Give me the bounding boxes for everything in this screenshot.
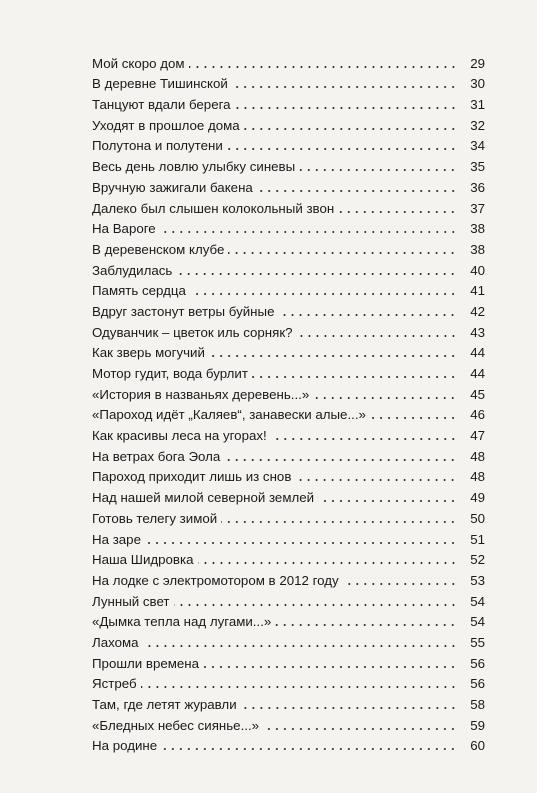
toc-entry-title: На лодке с электромотором в 2012 году [92, 572, 339, 588]
dot-leader [198, 553, 458, 565]
toc-entry-title: Прошли времена [92, 655, 200, 671]
toc-entry-page-number: 48 [470, 448, 485, 464]
toc-entry-page-number: 44 [470, 345, 485, 361]
dot-leader [227, 139, 457, 151]
dot-leader [160, 222, 457, 234]
toc-entry-title: Вдруг застонут ветры буйные [92, 303, 275, 319]
toc-entry [92, 319, 485, 340]
toc-entry-page-number: 56 [470, 655, 485, 671]
toc-entry-page-number: 55 [470, 634, 485, 650]
toc-entry [92, 174, 485, 195]
dot-leader [263, 719, 457, 731]
dot-leader [145, 533, 457, 545]
toc-entry [92, 112, 485, 133]
toc-entry [92, 526, 485, 547]
toc-entry-title: Как зверь могучий [92, 345, 205, 361]
dot-leader [318, 491, 457, 503]
dot-leader [271, 429, 457, 441]
dot-leader [295, 470, 457, 482]
toc-entry [92, 464, 485, 485]
toc-entry-page-number: 58 [470, 697, 485, 712]
toc-entry-page-number: 51 [470, 531, 485, 547]
toc-entry-title: На родине [92, 738, 158, 754]
toc-entry [92, 91, 485, 112]
toc-entry-page-number: 40 [470, 262, 485, 278]
toc-entry-title: В деревне Тишинской [92, 76, 228, 92]
toc-entry-page-number: 41 [470, 283, 485, 299]
toc-entry [92, 422, 485, 443]
toc-entry-title: Весь день ловлю улыбку синевы [92, 159, 296, 175]
toc-entry [92, 340, 485, 361]
toc-entry [92, 505, 485, 526]
toc-entry-title: Лунный свет [92, 593, 170, 609]
toc-entry [92, 671, 485, 692]
dot-leader [176, 264, 457, 276]
toc-entry-page-number: 48 [470, 469, 485, 485]
toc-entry-page-number: 34 [470, 138, 485, 154]
dot-leader [343, 574, 457, 586]
toc-entry-page-number: 59 [470, 717, 485, 733]
toc-entry-title: «Дымка тепла над лугами...» [92, 614, 272, 630]
toc-entry-title: Память сердца [92, 283, 186, 299]
dot-leader [143, 636, 457, 648]
toc-entry-title: Танцуют вдали берега [92, 97, 231, 113]
toc-entry [92, 133, 485, 154]
toc-entry [92, 443, 485, 464]
dot-leader [299, 160, 457, 172]
dot-leader [161, 739, 457, 751]
toc-entry [92, 650, 485, 671]
toc-entry [92, 712, 485, 733]
toc-entry-title: Уходят в прошлое дома [92, 117, 240, 133]
dot-leader [338, 202, 457, 214]
toc-entry-page-number: 38 [470, 221, 485, 237]
toc-entry-page-number: 50 [470, 510, 485, 526]
toc-entry [92, 195, 485, 216]
toc-entry [92, 691, 485, 712]
toc-entry-title: На Вароге [92, 221, 156, 237]
toc-entry [92, 50, 485, 71]
toc-entry [92, 360, 485, 381]
toc-entry-title: Ястреб [92, 676, 137, 692]
toc-entry-title: Далеко был слышен колокольный звон [92, 200, 335, 216]
toc-entry [92, 547, 485, 568]
toc-entry [92, 298, 485, 319]
toc-entry-page-number: 56 [470, 676, 485, 692]
dot-leader [278, 305, 457, 317]
dot-leader [241, 698, 457, 710]
toc-entry-page-number: 43 [470, 324, 485, 340]
toc-entry-page-number: 42 [470, 303, 485, 319]
toc-entry-title: «Бледных небес сиянье...» [92, 717, 260, 733]
toc-entry-title: В деревенском клубе [92, 241, 225, 257]
toc-entry-title: Наша Шидровка [92, 552, 194, 568]
dot-leader [203, 657, 457, 669]
dot-leader [275, 615, 457, 627]
dot-leader [257, 181, 457, 193]
dot-leader [370, 408, 457, 420]
toc-entry [92, 588, 485, 609]
toc-entry [92, 402, 485, 423]
toc-entry-page-number: 37 [470, 200, 485, 216]
toc-entry [92, 278, 485, 299]
toc-entry-title: «История в названьях деревень...» [92, 386, 310, 402]
toc-entry-page-number: 45 [470, 386, 485, 402]
toc-entry-page-number: 35 [470, 159, 485, 175]
toc-entry-page-number: 44 [470, 366, 485, 381]
toc-entry-title: Там, где летят журавли [92, 697, 237, 712]
dot-leader [228, 243, 457, 255]
dot-leader [174, 595, 458, 607]
toc-entry-title: Полутона и полутени [92, 138, 223, 154]
dot-leader [141, 677, 457, 689]
toc-entry-title: Как красивы леса на угорах! [92, 428, 267, 444]
toc-entry-title: На заре [92, 531, 141, 547]
dot-leader [313, 388, 457, 400]
toc-entry-page-number: 47 [470, 428, 485, 444]
dot-leader [209, 346, 457, 358]
toc-entry-page-number: 54 [470, 614, 485, 630]
toc-entry [92, 216, 485, 237]
dot-leader [221, 512, 457, 524]
toc-entry [92, 257, 485, 278]
dot-leader [189, 57, 457, 69]
dot-leader [252, 367, 457, 379]
toc-entry-title: Над нашей милой северной землей [92, 490, 315, 506]
toc-entry [92, 567, 485, 588]
toc-entry-title: Заблудилась [92, 262, 173, 278]
toc-entry-page-number: 36 [470, 179, 485, 195]
toc-entry-page-number: 38 [470, 241, 485, 257]
dot-leader [235, 98, 457, 110]
toc-entry-page-number: 32 [470, 117, 485, 133]
toc-entry-page-number: 54 [470, 593, 485, 609]
toc-entry-title: Лахома [92, 634, 139, 650]
toc-entry-title: Пароход приходит лишь из снов [92, 469, 292, 485]
toc-entry [92, 153, 485, 174]
toc-entry-title: Мотор гудит, вода бурлит [92, 366, 248, 381]
toc-entry [92, 733, 485, 754]
toc-entry-title: Готовь телегу зимой [92, 510, 218, 526]
toc-entry-page-number: 49 [470, 490, 485, 506]
toc-entry-title: На ветрах бога Эола [92, 448, 221, 464]
dot-leader [232, 77, 457, 89]
toc-entry [92, 609, 485, 630]
dot-leader [190, 284, 457, 296]
toc-entry-page-number: 30 [470, 76, 485, 92]
dot-leader [244, 119, 457, 131]
toc-entry [92, 484, 485, 505]
toc-entry-title: Мой скоро дом [92, 55, 185, 71]
toc-entry-page-number: 53 [470, 572, 485, 588]
toc-entry-page-number: 31 [470, 97, 485, 113]
toc-entry-page-number: 29 [470, 55, 485, 71]
dot-leader [224, 450, 457, 462]
toc-entry-title: Одуванчик – цветок иль сорняк? [92, 324, 293, 340]
toc-entry-page-number: 52 [470, 552, 485, 568]
toc-entry [92, 381, 485, 402]
toc-entry-page-number: 60 [470, 738, 485, 754]
toc-entry-page-number: 46 [470, 407, 485, 423]
toc-entry [92, 629, 485, 650]
toc-entry [92, 236, 485, 257]
toc-entry [92, 71, 485, 92]
toc-entry-title: Вручную зажигали бакена [92, 179, 253, 195]
toc-entry-title: «Пароход идёт „Каляев“, занавески алые...» [92, 407, 366, 423]
dot-leader [297, 326, 457, 338]
table-of-contents [92, 50, 485, 753]
